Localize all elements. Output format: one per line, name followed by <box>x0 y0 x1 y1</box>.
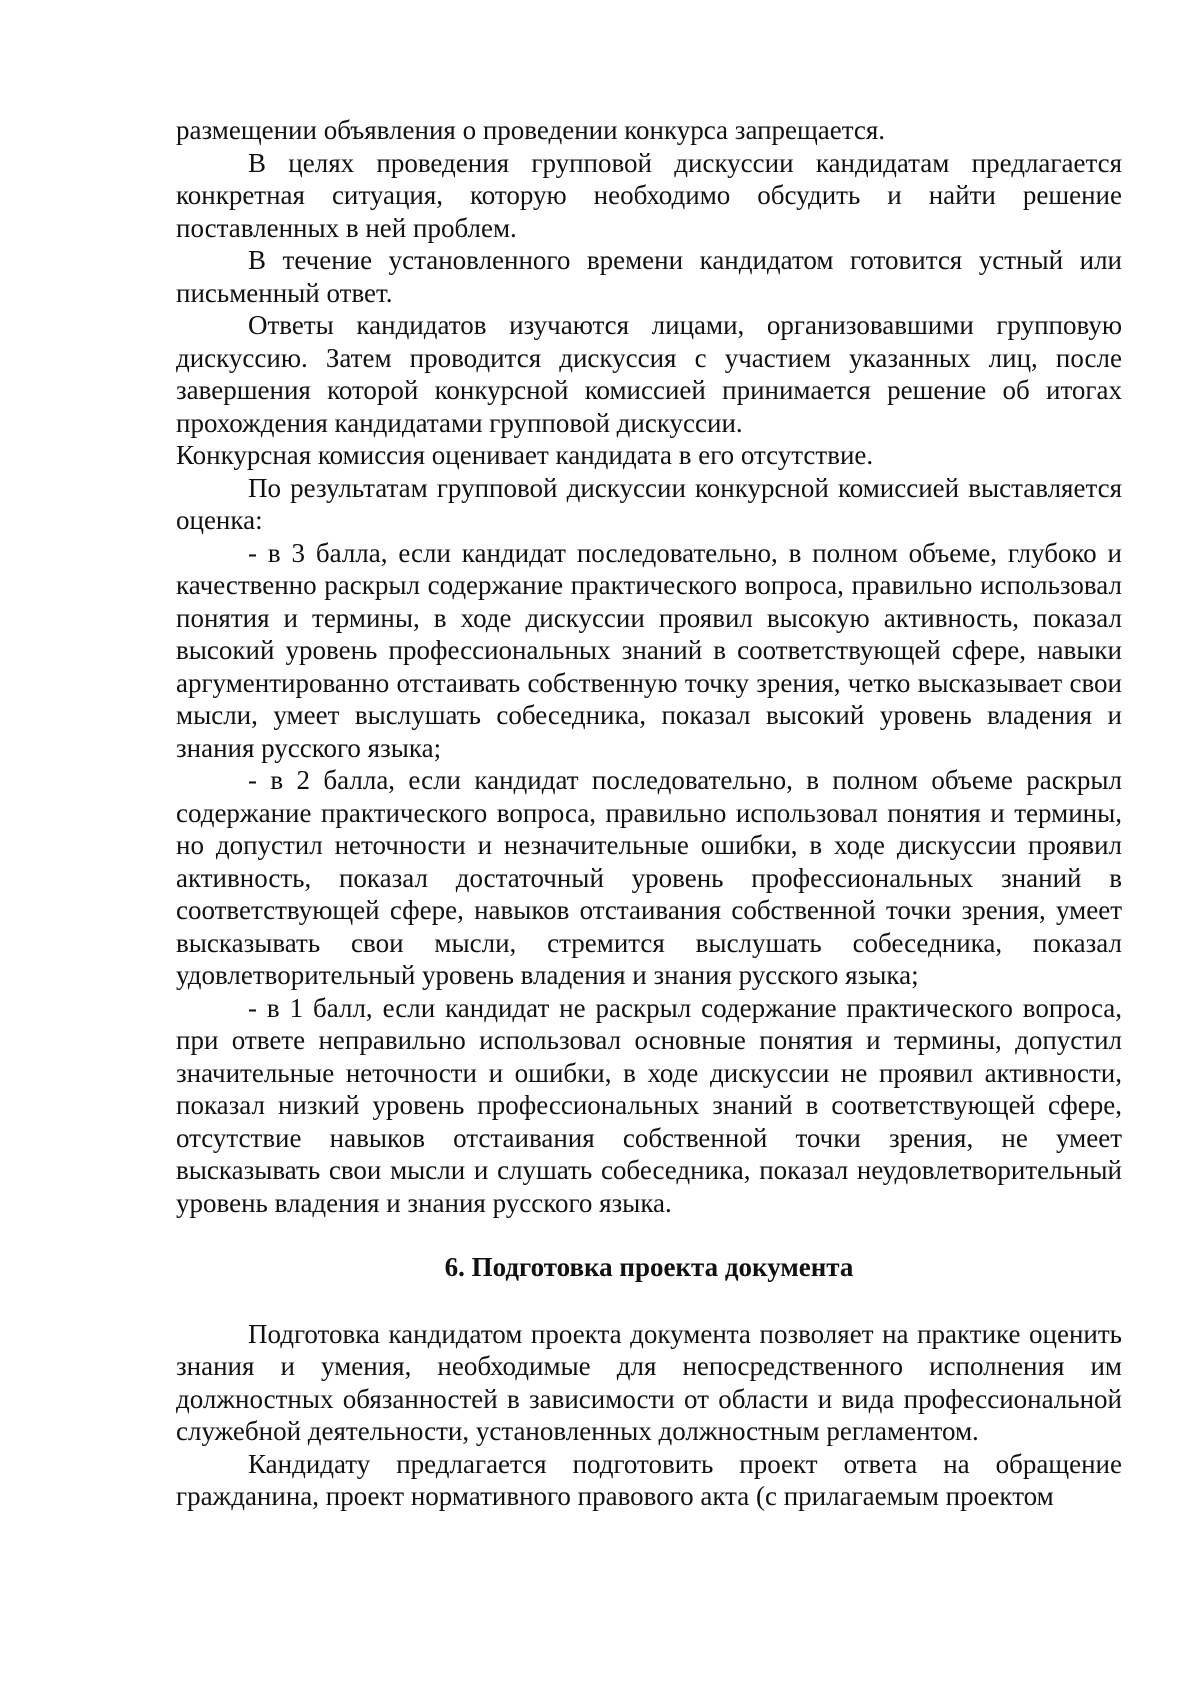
paragraph: По результатам групповой дискуссии конкурсной комиссией выставляется оценка: <box>176 472 1122 535</box>
paragraph: Подготовка кандидатом проекта документа позволяет на практике оценить знания и умения, необходимые для непосредственного исполнения им должностных обязанностей в зависимости от области и вида профессиональной служебной деятельности, установленных должностным регламентом. <box>176 1318 1122 1446</box>
paragraph: Ответы кандидатов изучаются лицами, организовавшими групповую дискуссию. Затем проводится дискуссия с участием указанных лиц, после завершения которой конкурсной комиссией принимается решение об итогах прохождения кандидатами групповой дискуссии. <box>176 310 1122 438</box>
document-body <box>176 114 1122 1513</box>
paragraph: В целях проведения групповой дискуссии кандидатам предлагается конкретная ситуация, которую необходимо обсудить и найти решение поставленных в ней проблем. <box>176 147 1122 243</box>
paragraph: - в 2 балла, если кандидат последовательно, в полном объеме раскрыл содержание практического вопроса, правильно использовал понятия и термины, но допустил неточности и незначительные ошибки, в ходе дискуссии проявил активность, показал достаточный уровень профессиональных знаний в соответствующей сфере, навыков отстаивания собственной точки зрения, умеет высказывать свои мысли, стремится выслушать собеседника, показал удовлетворительный уровень владения и знания русского языка; <box>176 765 1122 990</box>
paragraph: Конкурсная комиссия оценивает кандидата в его отсутствие. <box>176 440 874 470</box>
paragraph: размещении объявления о проведении конкурса запрещается. <box>176 115 886 145</box>
paragraphs-after-heading <box>176 1318 1122 1513</box>
paragraph: - в 3 балла, если кандидат последовательно, в полном объеме, глубоко и качественно раскрыл содержание практического вопроса, правильно использовал понятия и термины, в ходе дискуссии проявил высокую активность, показал высокий уровень профессиональных знаний в соответствующей сфере, навыки аргументированно отстаивать собственную точку зрения, четко высказывает свои мысли, умеет выслушать собеседника, показал высокий уровень владения и знания русского языка; <box>176 537 1122 763</box>
paragraphs-before-heading <box>176 114 1122 1219</box>
paragraph: - в 1 балл, если кандидат не раскрыл содержание практического вопроса, при ответе неправильно использовал основные понятия и термины, допустил значительные неточности и ошибки, в ходе дискуссии не проявил активности, показал низкий уровень профессиональных знаний в соответствующей сфере, отсутствие навыков отстаивания собственной точки зрения, не умеет высказывать свои мысли и слушать собеседника, показал неудовлетворительный уровень владения и знания русского языка. <box>176 992 1122 1218</box>
section-heading: 6. Подготовка проекта документа <box>444 1252 854 1282</box>
paragraph: В течение установленного времени кандидатом готовится устный или письменный ответ. <box>176 245 1122 308</box>
paragraph: Кандидату предлагается подготовить проект ответа на обращение гражданина, проект нормативного правового акта (с прилагаемым проектом <box>176 1448 1122 1511</box>
